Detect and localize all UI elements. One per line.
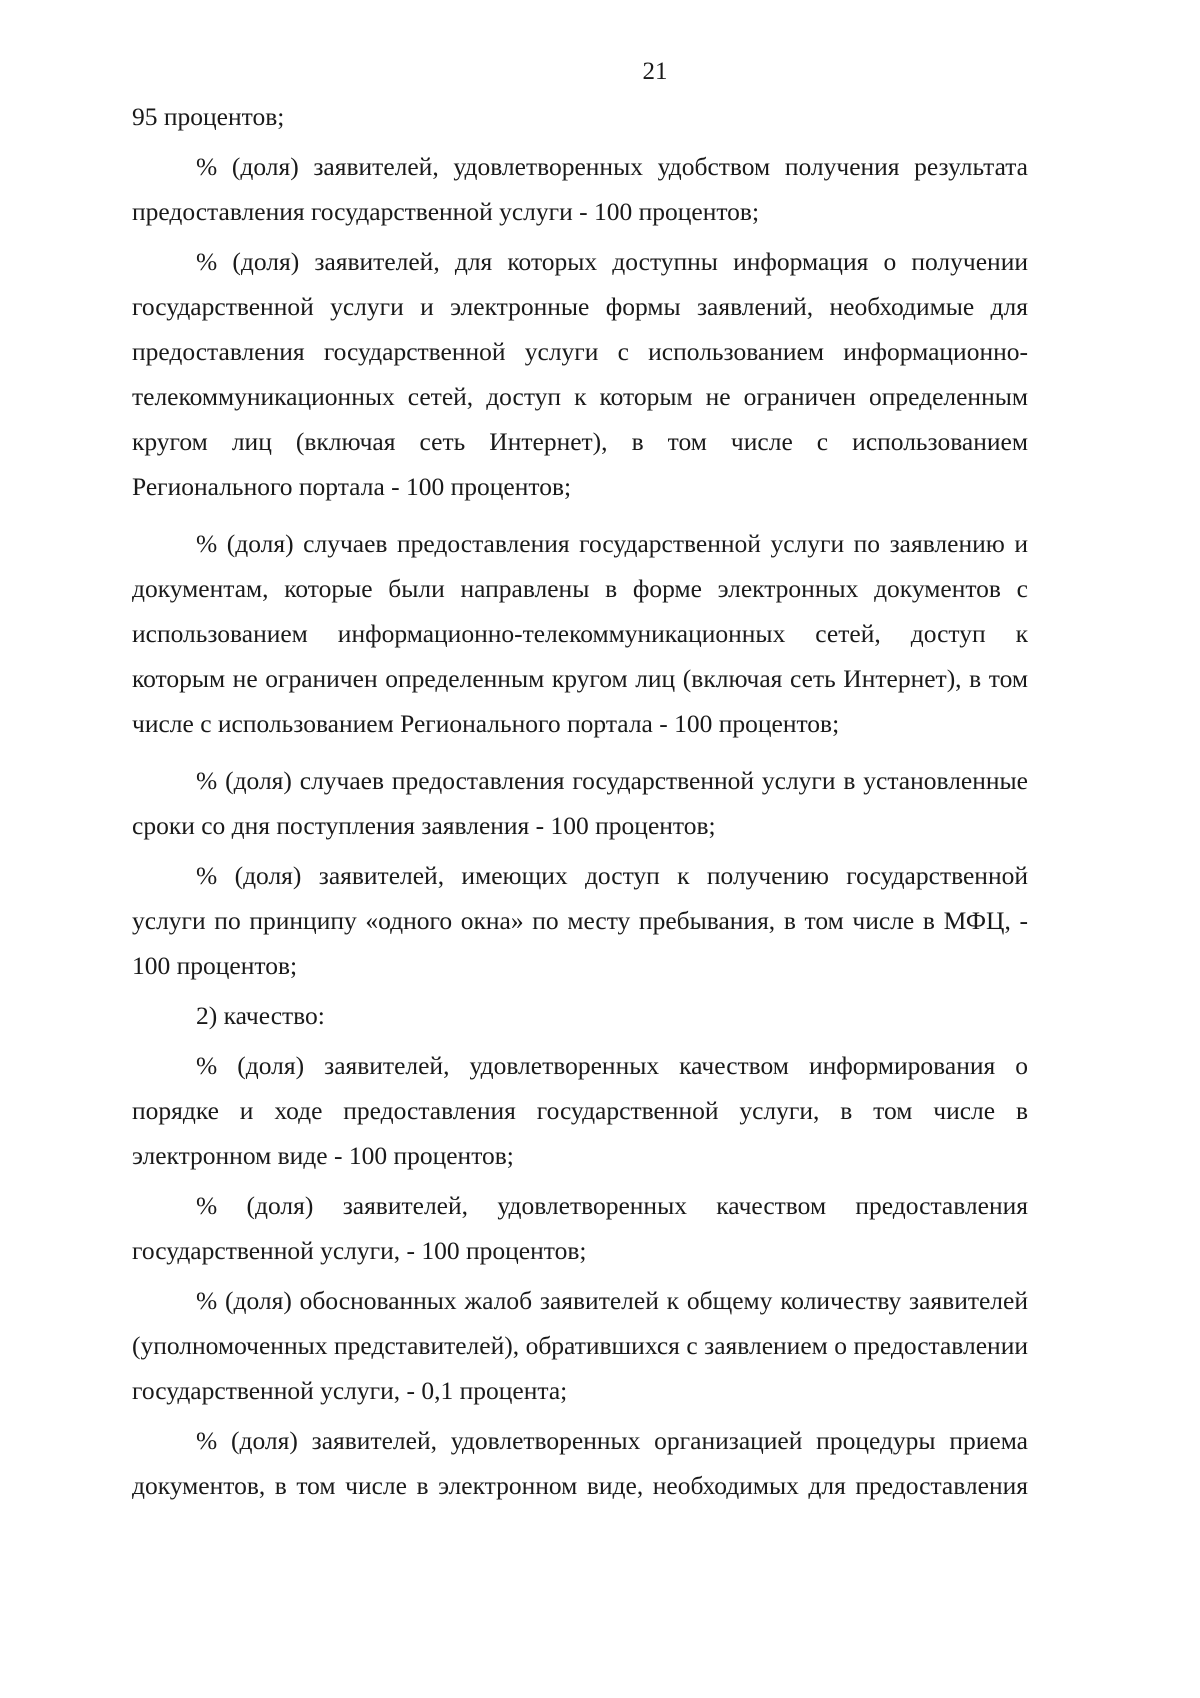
paragraph: % (доля) заявителей, удовлетворенных качеством информирования о порядке и ходе предоставления государственной услуги, в том числе в электронном виде - 100 процентов; [132,1051,1028,1170]
paragraph: % (доля) обоснованных жалоб заявителей к общему количеству заявителей (уполномоченных представителей), обратившихся с заявлением о предоставлении государственной услуги, - 0,1 процента; [132,1286,1028,1405]
paragraph: % (доля) заявителей, имеющих доступ к получению государственной услуги по принципу «одного окна» по месту пребывания, в том числе в МФЦ, - 100 процентов; [132,861,1028,980]
paragraph: % (доля) заявителей, удовлетворенных удобством получения результата предоставления государственной услуги - 100 процентов; [132,152,1028,226]
paragraph-section-heading: 2) качество: [196,1001,325,1030]
paragraph: % (доля) случаев предоставления государственной услуги по заявлению и документам, которые были направлены в форме электронных документов с использованием информационно-телекоммуникационных сетей, доступ к которым не ограничен определенным кругом лиц (включая сеть Интернет), в том числе с использованием Регионального портала - 100 процентов; [132,529,1028,738]
paragraph-continuation: 95 процентов; [132,102,285,131]
document-body [132,94,1028,1508]
paragraph: % (доля) заявителей, для которых доступны информация о получении государственной услуги и электронные формы заявлений, необходимые для предоставления государственной услуги с использованием информационно-телекоммуникационных сетей, доступ к которым не ограничен определенным кругом лиц (включая сеть Интернет), в том числе с использованием Регионального портала - 100 процентов; [132,247,1028,501]
paragraph-truncated: % (доля) заявителей, удовлетворенных организацией процедуры приема документов, в том числе в электронном виде, необходимых для предоставления [132,1426,1028,1500]
paragraph: % (доля) случаев предоставления государственной услуги в установленные сроки со дня поступления заявления - 100 процентов; [132,766,1028,840]
paragraph: % (доля) заявителей, удовлетворенных качеством предоставления государственной услуги, - 100 процентов; [132,1191,1028,1265]
page-number: 21 [642,58,668,85]
